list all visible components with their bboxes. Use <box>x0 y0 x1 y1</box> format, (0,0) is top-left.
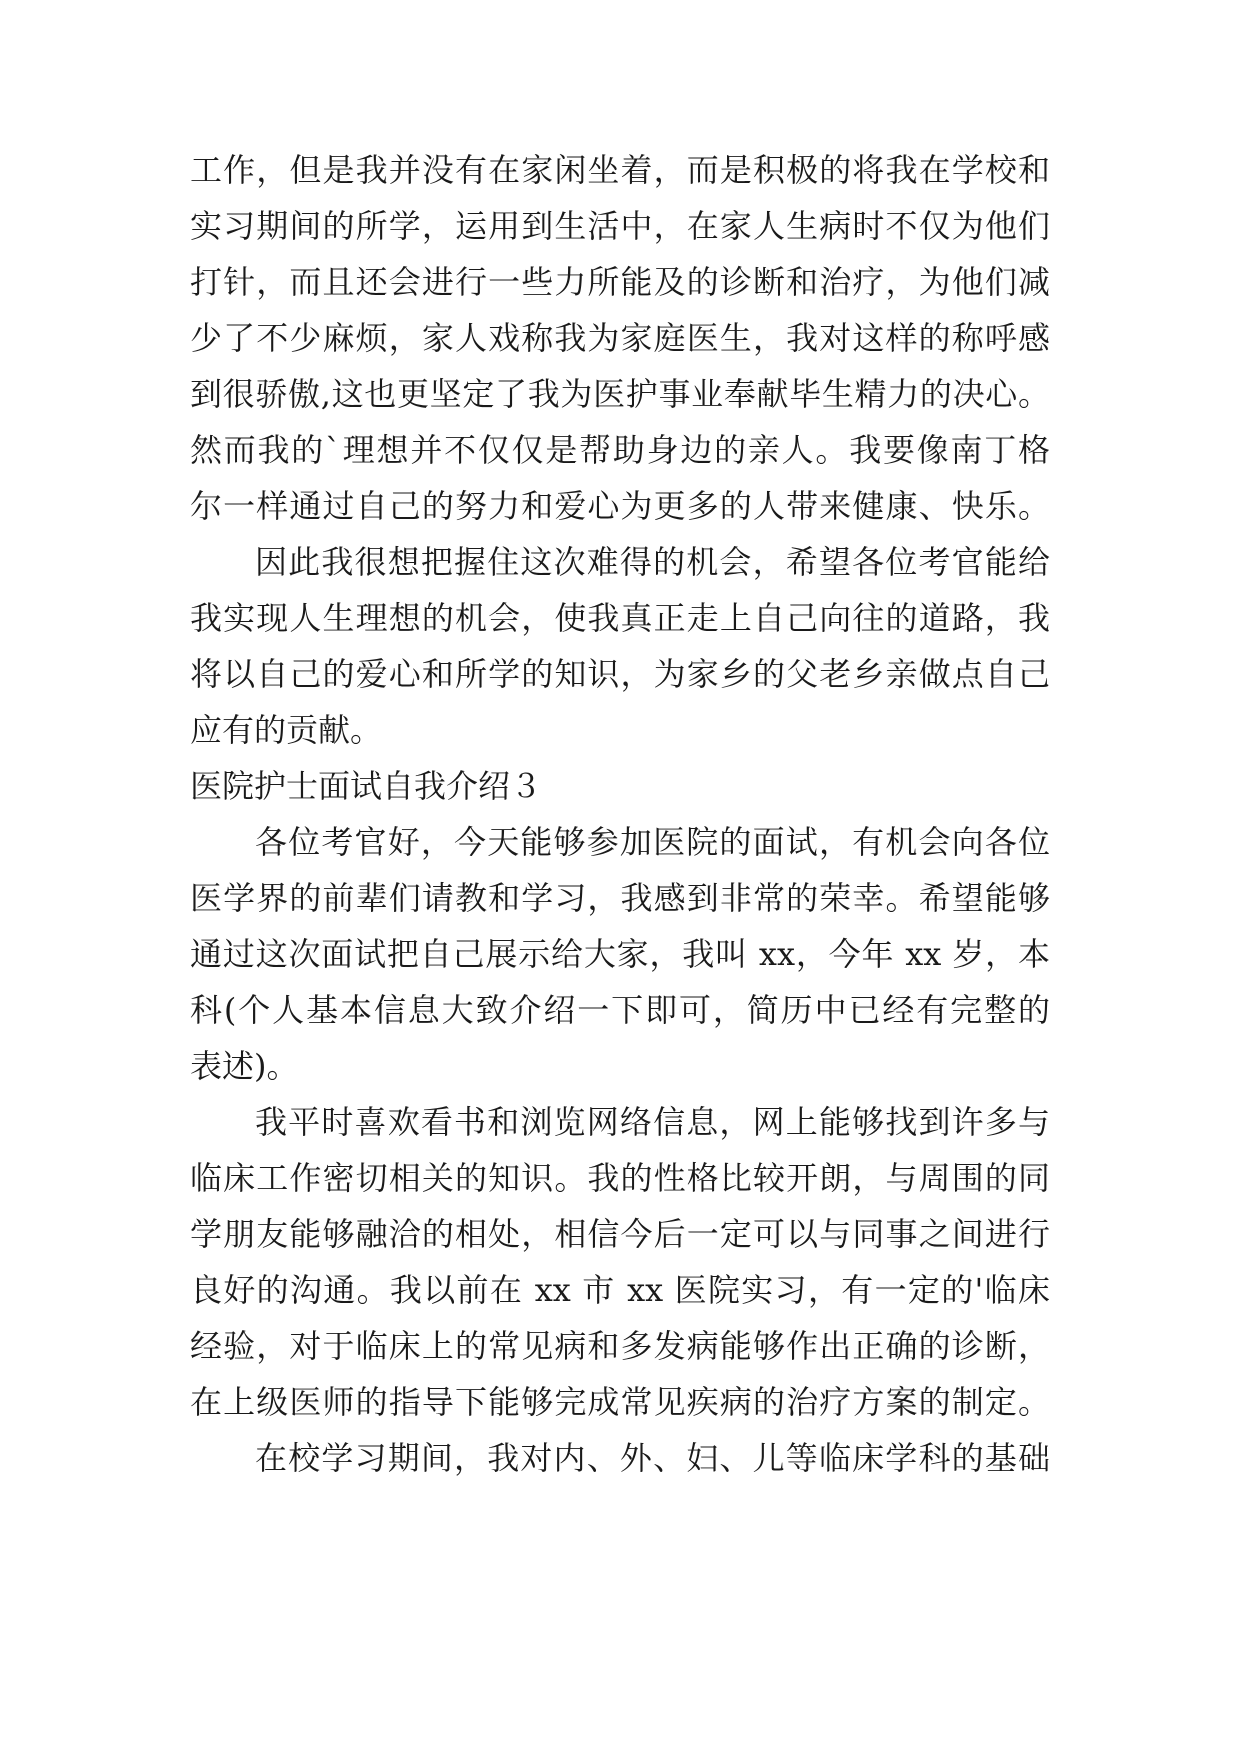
paragraph-line: 尔一样通过自己的努力和爱心为更多的人带来健康、快乐。 <box>190 487 1050 525</box>
paragraph-line: 学朋友能够融洽的相处，相信今后一定可以与同事之间进行 <box>190 1215 1050 1253</box>
paragraph-line: 到很骄傲,这也更坚定了我为医护事业奉献毕生精力的决心。 <box>190 375 1050 413</box>
paragraph-line: 临床工作密切相关的知识。我的性格比较开朗，与周围的同 <box>190 1159 1050 1197</box>
paragraph-line: 通过这次面试把自己展示给大家，我叫 xx，今年 xx 岁，本 <box>190 935 1050 973</box>
paragraph-line: 将以自己的爱心和所学的知识，为家乡的父老乡亲做点自己 <box>190 655 1050 693</box>
paragraph-line: 在校学习期间，我对内、外、妇、儿等临床学科的基础 <box>255 1439 1050 1477</box>
paragraph-line: 各位考官好，今天能够参加医院的面试，有机会向各位 <box>255 823 1050 861</box>
paragraph-line: 表述)。 <box>190 1047 299 1085</box>
paragraph-line: 因此我很想把握住这次难得的机会，希望各位考官能给 <box>255 543 1050 581</box>
section-heading: 医院护士面试自我介绍３ <box>190 767 543 805</box>
paragraph-line: 应有的贡献。 <box>190 711 383 749</box>
paragraph-line: 我实现人生理想的机会，使我真正走上自己向往的道路，我 <box>190 599 1050 637</box>
paragraph-line: 我平时喜欢看书和浏览网络信息，网上能够找到许多与 <box>255 1103 1050 1141</box>
paragraph-line: 经验，对于临床上的常见病和多发病能够作出正确的诊断， <box>190 1327 1050 1365</box>
paragraph-line: 然而我的`理想并不仅仅是帮助身边的亲人。我要像南丁格 <box>190 431 1050 469</box>
paragraph-line: 打针，而且还会进行一些力所能及的诊断和治疗，为他们减 <box>190 263 1050 301</box>
paragraph-line: 科(个人基本信息大致介绍一下即可，简历中已经有完整的 <box>190 991 1050 1029</box>
paragraph-line: 在上级医师的指导下能够完成常见疾病的治疗方案的制定。 <box>190 1383 1050 1421</box>
paragraph-line: 工作，但是我并没有在家闲坐着，而是积极的将我在学校和 <box>190 151 1050 189</box>
paragraph-line: 医学界的前辈们请教和学习，我感到非常的荣幸。希望能够 <box>190 879 1050 917</box>
paragraph-line: 实习期间的所学，运用到生活中，在家人生病时不仅为他们 <box>190 207 1050 245</box>
paragraph-line: 良好的沟通。我以前在 xx 市 xx 医院实习，有一定的'临床 <box>190 1271 1050 1309</box>
paragraph-line: 少了不少麻烦，家人戏称我为家庭医生，我对这样的称呼感 <box>190 319 1050 357</box>
